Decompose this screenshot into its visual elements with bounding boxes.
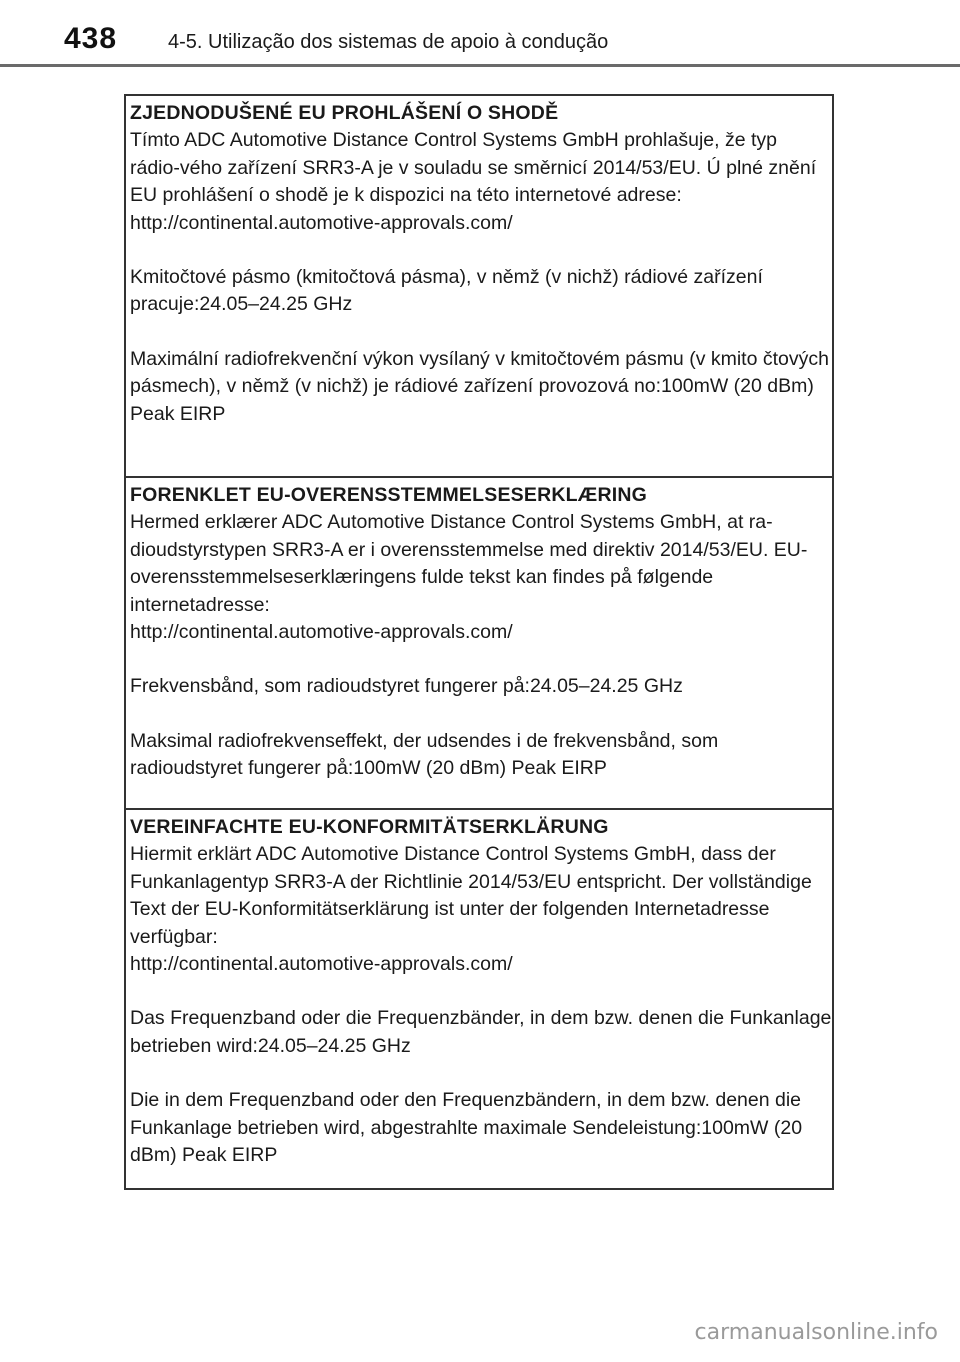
declaration-url: http://continental.automotive-approvals.com/ bbox=[130, 211, 513, 234]
declaration-title: FORENKLET EU-OVERENSSTEMMELSESERKLÆRING bbox=[130, 484, 647, 506]
page-number: 438 bbox=[64, 22, 118, 55]
declaration-box-german bbox=[124, 808, 834, 1190]
spacer bbox=[130, 646, 832, 673]
declaration-power: Maximální radiofrekvenční výkon vysílaný v kmitočtovém pásmu (v kmito čtových pásmech), v němž (v nichž) je rádiové zařízení provozová no:100mW (20 dBm) Peak EIRP bbox=[130, 347, 829, 425]
declaration-url: http://continental.automotive-approvals.com/ bbox=[130, 621, 513, 644]
declaration-frequency: Frekvensbånd, som radioudstyret fungerer på:24.05–24.25 GHz bbox=[130, 675, 683, 698]
section-title: 4-5. Utilização dos sistemas de apoio à condução bbox=[168, 31, 609, 53]
header-divider bbox=[0, 64, 960, 67]
spacer bbox=[130, 1060, 832, 1087]
declaration-url: http://continental.automotive-approvals.com/ bbox=[130, 953, 513, 976]
declaration-power: Maksimal radiofrekvenseffekt, der udsendes i de frekvensbånd, som radioudstyret fungerer på:100mW (20 dBm) Peak EIRP bbox=[130, 729, 719, 780]
page-header bbox=[0, 0, 960, 68]
declaration-title: VEREINFACHTE EU-KONFORMITÄTSERKLÄRUNG bbox=[130, 816, 609, 838]
footer-watermark: carmanualsonline.info bbox=[694, 1320, 938, 1345]
spacer bbox=[130, 701, 832, 728]
declaration-frequency: Das Frequenzband oder die Frequenzbänder, in dem bzw. denen die Funkanlage betrieben wird:24.05–24.25 GHz bbox=[130, 1007, 832, 1057]
declaration-intro: Hiermit erklärt ADC Automotive Distance Control Systems GmbH, dass der Funkanlagentyp SRR3-A der Richtlinie 2014/53/EU entspricht. Der vollständige Text der EU-Konformitätserklärung ist unter der folgenden Internetadresse verfügbar: bbox=[130, 843, 812, 948]
spacer bbox=[130, 978, 832, 1005]
declaration-frequency: Kmitočtové pásmo (kmitočtová pásma), v němž (v nichž) rádiové zařízení pracuje:24.05–24.25 GHz bbox=[130, 266, 763, 316]
spacer bbox=[130, 237, 832, 264]
declaration-box-danish bbox=[124, 476, 834, 808]
declaration-intro: Hermed erklærer ADC Automotive Distance Control Systems GmbH, at ra-dioudstyrstypen SRR3-A er i overensstemmelse med direktiv 2014/53/EU. EU-overensstemmelseserklæringens fulde tekst kan findes på følgende internetadresse: bbox=[130, 511, 808, 616]
declaration-box-czech bbox=[124, 94, 834, 476]
declaration-power: Die in dem Frequenzband oder den Frequenzbändern, in dem bzw. denen die Funkanlage betrieben wird, abgestrahlte maximale Sendeleistung:100mW (20 dBm) Peak EIRP bbox=[130, 1089, 803, 1167]
declaration-title: ZJEDNODUŠENÉ EU PROHLÁŠENÍ O SHODĚ bbox=[130, 102, 559, 124]
spacer bbox=[130, 319, 832, 346]
declaration-intro: Tímto ADC Automotive Distance Control Systems GmbH prohlašuje, že typ rádio-vého zařízení SRR3-A je v souladu se směrnicí 2014/53/EU. Ú plné znění EU prohlášení o shodě je k dispozici na této internetové adrese: bbox=[130, 129, 817, 207]
